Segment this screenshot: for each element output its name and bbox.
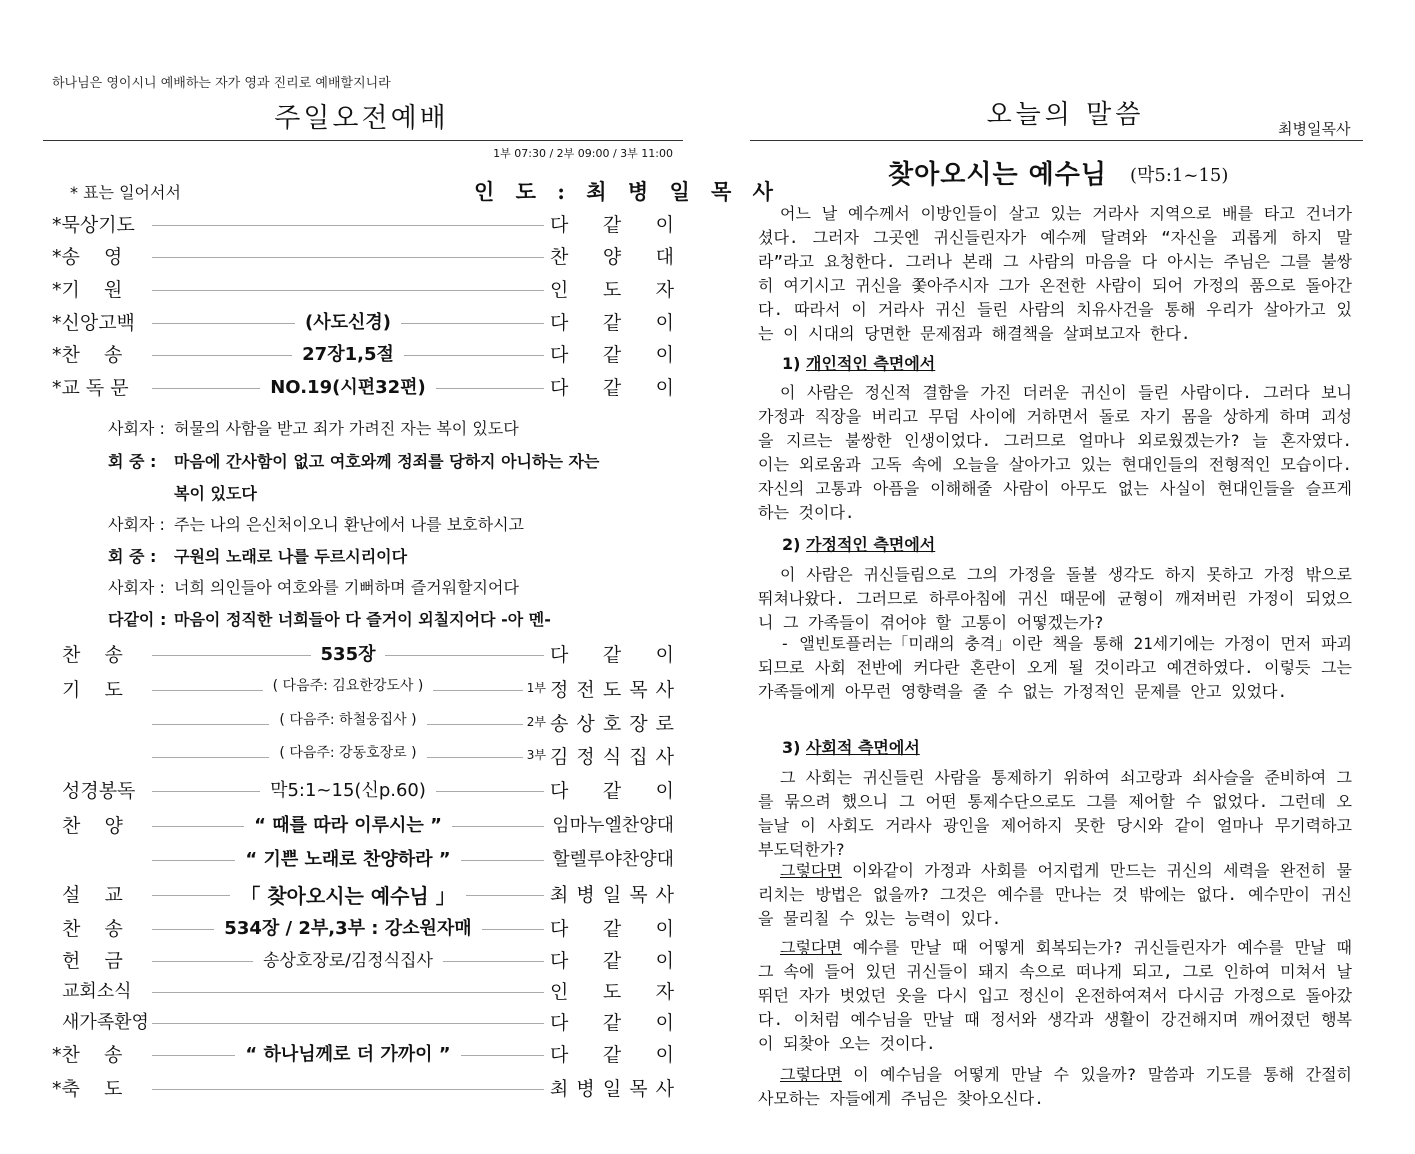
order-item: (사도신경) [295, 312, 401, 333]
order-label: *교 독 문 [52, 377, 129, 399]
order-item: NO.19(시편32편) [260, 377, 436, 398]
responsive-line: 회 중 : 구원의 노래로 나를 두르시리이다 [108, 547, 408, 566]
title-divider [43, 140, 683, 141]
order-row [52, 640, 674, 670]
order-row [52, 1074, 674, 1104]
order-row [52, 675, 674, 705]
order-row [52, 709, 674, 739]
order-who: 다 같 이 [550, 950, 674, 972]
order-item: “ 때를 따라 이루시는 ” [244, 815, 452, 836]
order-row [52, 742, 674, 772]
order-label: 성경봉독 [62, 780, 136, 802]
order-who: 임마누엘찬양대 [552, 815, 674, 836]
order-note: ( 다음주: 강동호장로 ) [269, 745, 426, 761]
order-item: 535장 [311, 644, 386, 665]
order-who: 다 같 이 [550, 644, 674, 666]
section-heading: 2) 가정적인 측면에서 [782, 535, 936, 554]
order-label: *찬 송 [52, 1044, 123, 1066]
order-label: 교회소식 [62, 981, 132, 1002]
order-label: *기 원 [52, 279, 123, 301]
order-who: 인 도 자 [550, 981, 674, 1003]
responsive-line: 회 중 : 마음에 간사함이 없고 여호와께 정죄를 당하지 아니하는 자는 [108, 452, 600, 471]
section-heading: 3) 사회적 측면에서 [782, 738, 920, 757]
right-page-title: 오늘의 말씀 [986, 100, 1145, 130]
order-row [52, 946, 674, 976]
order-row [52, 811, 674, 841]
part-number: 2부 [523, 713, 546, 730]
order-row [52, 880, 674, 910]
order-item: 27장1,5절 [292, 344, 404, 365]
order-label: 설 교 [62, 884, 123, 906]
order-who: 다 같 이 [550, 344, 674, 366]
order-who: 김 정 식 집 사 [550, 746, 674, 768]
order-label: 헌 금 [62, 950, 123, 972]
order-who: 정 전 도 목 사 [550, 679, 674, 701]
motto: 하나님은 영이시니 예배하는 자가 영과 진리로 예배할지니라 [52, 76, 391, 91]
responsive-line: 사회자 : 너희 의인들아 여호와를 기뻐하며 즐거워할지어다 [108, 578, 519, 597]
order-who: 찬 양 대 [550, 246, 674, 268]
order-who: 다 같 이 [550, 918, 674, 940]
responsive-line: 사회자 : 주는 나의 은신처이오니 환난에서 나를 보호하시고 [108, 515, 525, 534]
order-label: *묵상기도 [52, 214, 135, 236]
title-divider [750, 140, 1363, 141]
order-who: 다 같 이 [550, 312, 674, 334]
order-who: 최 병 일 목 사 [550, 884, 674, 906]
order-row [52, 776, 674, 806]
standing-note: * 표는 일어서서 [70, 183, 181, 202]
order-label: 새가족환영 [62, 1012, 149, 1033]
sermon-title: 찾아오시는 예수님 [888, 160, 1107, 190]
order-item: “ 하나님께로 더 가까이 ” [235, 1044, 460, 1065]
order-label: *신앙고백 [52, 312, 135, 334]
section-body: 이 사람은 귀신들림으로 그의 가정을 돌볼 생각도 하지 못하고 가정 밖으로 뛰쳐나왔다. 그러므로 하루아침에 귀신 때문에 균형이 깨져버린 가정이 되었으니 그 가족들이 겪어야 할 고통이 어떻겠는가? [758, 565, 1352, 632]
order-item: 막5:1~15(신p.60) [260, 780, 436, 801]
order-note: ( 다음주: 김요한강도사 ) [263, 678, 434, 694]
leader: 인 도 : 최 병 일 목 사 [474, 179, 780, 204]
order-row [52, 914, 674, 944]
order-row [52, 1040, 674, 1070]
part-number: 1부 [523, 679, 546, 696]
section-body: 이 사람은 정신적 결함을 가진 더러운 귀신이 들린 사람이다. 그러다 보니 가정과 직장을 버리고 무덤 사이에 거하면서 돌로 자기 몸을 상하게 하며 괴성을 지르는 불쌍한 인생이었다. 그러므로 얼마나 외로웠겠는가? 늘 혼자였다. 이는 외로움과 고독 속에 오늘을 살아가고 있는 현대인들의 전형적인 모습이다. 자신의 고통과 아픔을 이해해줄 사람이 아무도 없는 사실이 현대인들을 슬프게 하는 것이다. [758, 383, 1352, 522]
service-times: 1부 07:30 / 2부 09:00 / 3부 11:00 [493, 147, 673, 160]
order-who: 송 상 호 장 로 [550, 713, 674, 735]
order-item: 534장 / 2부,3부 : 강소원자매 [214, 918, 481, 939]
sermon-intro: 어느 날 예수께서 이방인들이 살고 있는 거라사 지역으로 배를 타고 건너가셨다. 그러자 그곳엔 귀신들린자가 예수께 달려와 “자신을 괴롭게 하지 말라”라고 요청한다. 그러나 본래 그 사람의 마음을 다 아시는 주님은 그를 불쌍히 여기시고 귀신을 쫓아주시자 그가 온전한 사람이 되어 가정의 품으로 돌아간다. 따라서 이 거라사 귀신 들린 사람의 치유사건을 통해 우리가 살아가고 있는 이 시대의 당면한 문제점과 해결책을 살펴보고자 한다. [758, 204, 1352, 343]
responsive-line: 다같이 : 마음이 정직한 너희들아 다 즐거이 외칠지어다 -아 멘- [108, 610, 551, 629]
section-body: 그렇다면 예수를 만날 때 어떻게 회복되는가? 귀신들린자가 예수를 만날 때 그 속에 들어 있던 귀신들이 돼지 속으로 떠나게 되고, 그로 인하여 미쳐서 날뛰던 자가 벗었던 옷을 다시 입고 정신이 온전하여져서 다시금 가정으로 돌아갔다. 이처럼 예수님을 만날 때 정서와 생각과 생활이 강건해지며 깨어졌던 행복이 되찾아 오는 것이다. [758, 938, 1352, 1053]
order-label: *축 도 [52, 1078, 123, 1100]
order-who: 최 병 일 목 사 [550, 1078, 674, 1100]
sermon-reference: (막5:1~15) [1130, 165, 1229, 186]
order-item: “ 기쁜 노래로 찬양하라 ” [235, 849, 460, 870]
section-heading: 1) 개인적인 측면에서 [782, 354, 936, 373]
order-row [52, 845, 674, 875]
section-body: 그 사회는 귀신들린 사람을 통제하기 위하여 쇠고랑과 쇠사슬을 준비하여 그를 묶으려 했으니 그 어떤 통제수단으로도 그를 제어할 수 없었다. 그런데 오늘날 이 사회도 거라사 광인을 제어하지 못한 당시와 같이 얼마나 무기력하고 부도덕한가? [758, 768, 1352, 859]
order-who: 다 같 이 [550, 780, 674, 802]
order-label: 기 도 [62, 679, 123, 701]
page-title: 주일오전예배 [274, 103, 449, 134]
section-body: 그렇다면 이와같이 가정과 사회를 어지럽게 만드는 귀신의 세력을 완전히 물리치는 방법은 없을까? 그것은 예수를 만나는 것 밖에는 없다. 예수만이 귀신을 물리칠 수 있는 능력이 있다. [758, 861, 1352, 928]
order-who: 다 같 이 [550, 1012, 674, 1034]
order-row [52, 340, 674, 370]
order-label: 찬 송 [62, 918, 123, 940]
order-who: 다 같 이 [550, 1044, 674, 1066]
order-item: 송상호장로/김정식집사 [253, 951, 443, 971]
order-note: ( 다음주: 하철웅집사 ) [269, 712, 426, 728]
section-body: 그렇다면 이 예수님을 어떻게 만날 수 있을까? 말씀과 기도를 통해 간절히 사모하는 자들에게 주님은 찾아오신다. [758, 1065, 1352, 1108]
order-row [52, 373, 674, 403]
part-number: 3부 [523, 746, 546, 763]
order-who: 할렐루야찬양대 [552, 849, 674, 870]
order-who: 다 같 이 [550, 214, 674, 236]
order-row [52, 210, 674, 240]
order-row [52, 242, 674, 272]
order-row [52, 308, 674, 338]
order-row [52, 275, 674, 305]
sermon-title-item: 「 찾아오시는 예수님 」 [230, 884, 465, 908]
responsive-line: 사회자 : 허물의 사함을 받고 죄가 가려진 자는 복이 있도다 [108, 419, 519, 438]
order-row [52, 977, 674, 1007]
author: 최병일목사 [1278, 120, 1351, 138]
responsive-line: 복이 있도다 [174, 484, 257, 503]
order-label: *송 영 [52, 246, 123, 268]
section-body: - 앨빈토플러는「미래의 충격」이란 책을 통해 21세기에는 가정이 먼저 파괴되므로 사회 전반에 커다란 혼란이 오게 될 것이라고 예견하였다. 이렇듯 그는 가족들에게 아무런 영향력을 줄 수 없는 가정적인 문제를 안고 있었다. [758, 634, 1352, 701]
order-label: 찬 송 [62, 644, 123, 666]
order-label: 찬 양 [62, 815, 123, 837]
order-who: 인 도 자 [550, 279, 674, 301]
order-who: 다 같 이 [550, 377, 674, 399]
order-label: *찬 송 [52, 344, 123, 366]
order-row [52, 1008, 674, 1038]
